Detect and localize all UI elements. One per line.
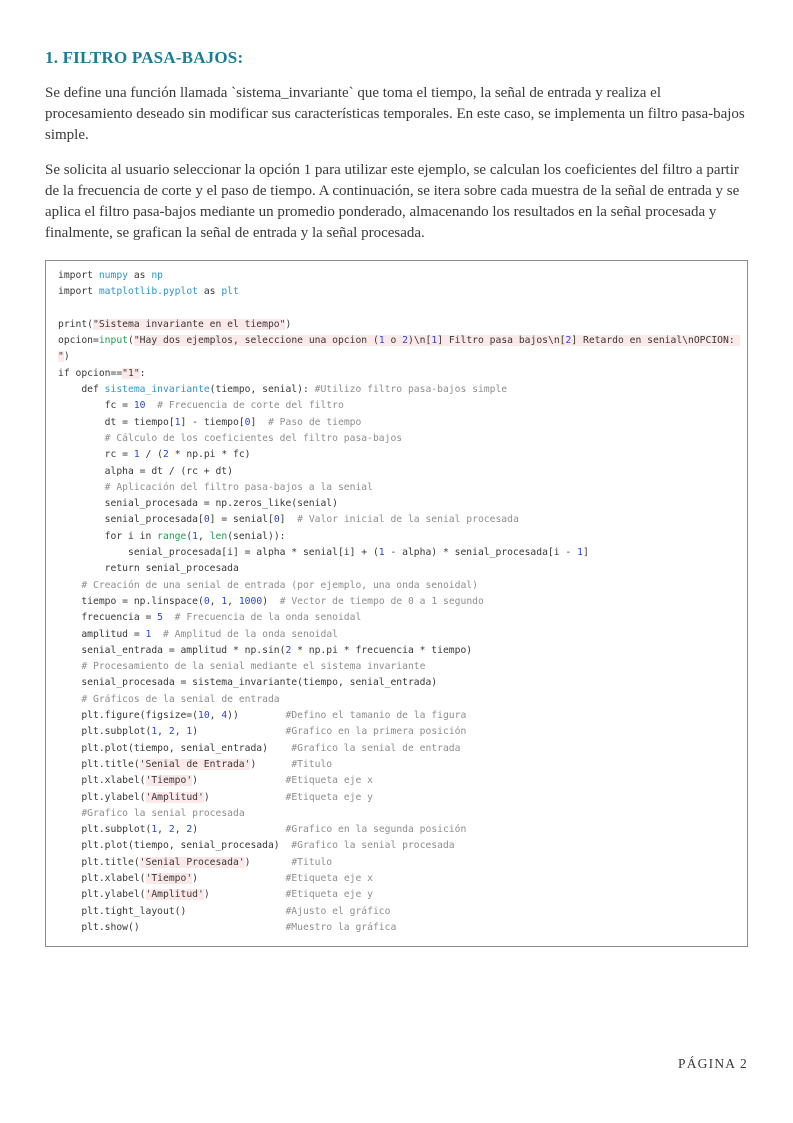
code-line: def sistema_invariante(tiempo, senial): #Utilizo filtro pasa-bajos simple xyxy=(58,384,508,396)
code-line: # Cálculo de los coeficientes del filtro pasa-bajos xyxy=(104,432,403,444)
code-line: rc = 1 / (2 * np.pi * fc) xyxy=(58,449,251,461)
paragraph-2: Se solicita al usuario seleccionar la opción 1 para utilizar este ejemplo, se calculan los coeficientes del filtro a partir de la frecuencia de corte y el paso de tiempo. A continuación, se itera sobre cada muestra de la señal de entrada y se aplica el filtro pasa-bajos mediante un promedio ponderado, almacenando los resultados en la señal procesada y finalmente, se grafican la señal de entrada y la señal procesada. xyxy=(45,162,740,241)
code-line: dt = tiempo[1] - tiempo[0] # Paso de tiempo xyxy=(58,416,362,428)
code-line xyxy=(58,301,743,317)
code-line: plt.xlabel('Tiempo') #Etiqueta eje x xyxy=(58,872,373,884)
code-line: senial_entrada = amplitud * np.sin(2 * np.pi * frecuencia * tiempo) xyxy=(58,644,473,656)
code-line: # Aplicación del filtro pasa-bajos a la senial xyxy=(104,481,373,493)
code-line: plt.xlabel('Tiempo') #Etiqueta eje x xyxy=(58,775,373,787)
code-line: plt.plot(tiempo, senial_entrada) #Grafico la senial de entrada xyxy=(58,742,461,754)
code-line: opcion=input("Hay dos ejemplos, seleccione una opcion (1 o 2)\n[1] Filtro pasa bajos\n[2] Retardo en senial\nOPCION: xyxy=(58,335,741,347)
code-line: amplitud = 1 # Amplitud de la onda senoidal xyxy=(58,628,338,640)
code-line: plt.show() #Muestro la gráfica xyxy=(58,921,397,933)
code-line: alpha = dt / (rc + dt) xyxy=(58,465,233,477)
code-line: # Creación de una senial de entrada (por ejemplo, una onda senoidal) xyxy=(81,579,478,591)
code-line: plt.ylabel('Amplitud') #Etiqueta eje y xyxy=(58,791,373,803)
code-line: for i in range(1, len(senial)): xyxy=(58,530,286,542)
code-line: return senial_procesada xyxy=(58,563,239,575)
code-line: senial_procesada = np.zeros_like(senial) xyxy=(58,498,338,510)
code-line: senial_procesada = sistema_invariante(tiempo, senial_entrada) xyxy=(58,677,438,689)
code-line: plt.subplot(1, 2, 2) #Grafico en la segunda posición xyxy=(58,824,467,836)
code-line: plt.plot(tiempo, senial_procesada) #Grafico la senial procesada xyxy=(58,840,455,852)
section-heading: 1. FILTRO PASA-BAJOS: xyxy=(45,48,244,67)
code-line: import matplotlib.pyplot as plt xyxy=(58,286,239,298)
code-line: plt.subplot(1, 2, 1) #Grafico en la primera posición xyxy=(58,726,467,738)
code-line: plt.figure(figsize=(10, 4)) #Defino el tamanio de la figura xyxy=(58,710,467,722)
code-line: #Grafico la senial procesada xyxy=(81,807,245,819)
page-number: PÁGINA 2 xyxy=(678,1056,748,1071)
code-line: # Procesamiento de la senial mediante el sistema invariante xyxy=(81,661,426,673)
code-line: senial_procesada[0] = senial[0] # Valor inicial de la senial procesada xyxy=(58,514,519,526)
code-line: if opcion=="1": xyxy=(58,367,146,379)
code-line: tiempo = np.linspace(0, 1, 1000) # Vector de tiempo de 0 a 1 segundo xyxy=(58,595,484,607)
code-line: # Gráficos de la senial de entrada xyxy=(81,693,280,705)
code-line: plt.title('Senial de Entrada') #Titulo xyxy=(58,758,333,770)
code-line: fc = 10 # Frecuencia de corte del filtro xyxy=(58,400,344,412)
code-line: frecuencia = 5 # Frecuencia de la onda senoidal xyxy=(58,612,362,624)
code-block xyxy=(45,260,748,947)
code-line: import numpy as np xyxy=(58,270,164,281)
code-line: plt.tight_layout() #Ajusto el gráfico xyxy=(58,905,391,917)
code-line: senial_procesada[i] = alpha * senial[i] + (1 - alpha) * senial_procesada[i - 1] xyxy=(58,547,589,559)
code-line: print("Sistema invariante en el tiempo") xyxy=(58,318,292,330)
paragraph-1: Se define una función llamada `sistema_invariante` que toma el tiempo, la señal de entrada y realiza el procesamiento deseado sin modificar sus características temporales. En este caso, se implementa un filtro pasa-bajos simple. xyxy=(45,85,745,143)
code-line: plt.title('Senial Procesada') #Titulo xyxy=(58,856,333,868)
code-line: plt.ylabel('Amplitud') #Etiqueta eje y xyxy=(58,889,373,901)
code-line: ") xyxy=(58,351,70,363)
